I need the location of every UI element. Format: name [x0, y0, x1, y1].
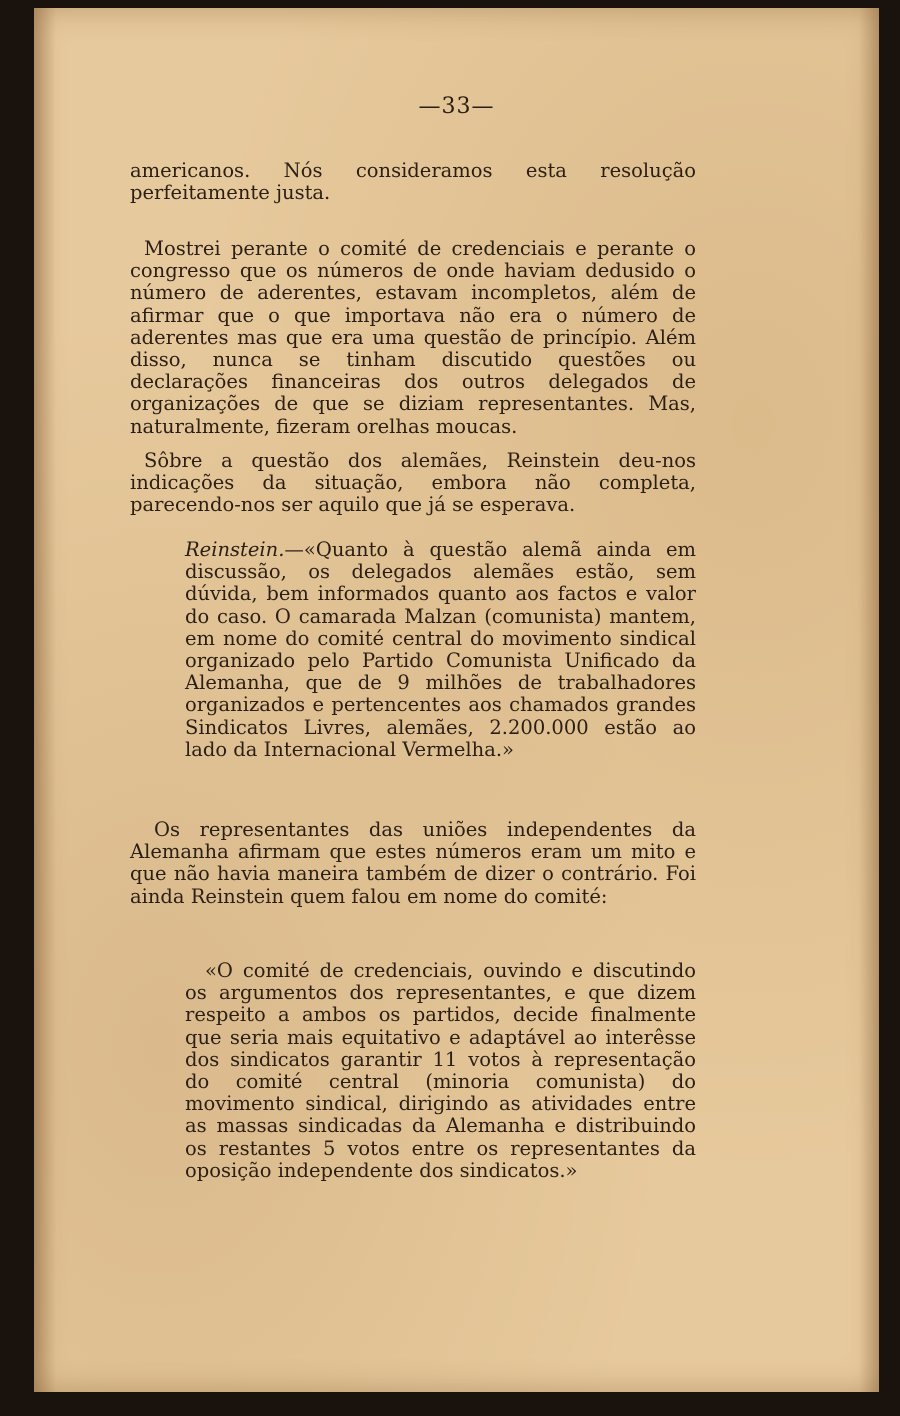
paragraph-4: Os representantes das uniões independentes da Alemanha afirmam que estes números eram um mito e que não havia maneira também de dizer o contrário. Foi ainda Reinstein quem falou em nome do comité:	[130, 818, 696, 908]
book-page	[34, 8, 879, 1392]
reinstein-quote	[185, 539, 696, 761]
committee-quote: «O comité de credenciais, ouvindo e discutindo os argumentos dos representantes, e que dizem respeito a ambos os partidos, decide finalmente que seria mais equitativo e adaptável ao interêsse dos sindicatos garantir 11 votos à representação do comité central (minoria comunista) do movimento sindical, dirigindo as atividades entre as massas sindicadas da Alemanha e distribuindo os restantes 5 votos entre os representantes da oposição independente dos sindicatos.»	[185, 959, 696, 1182]
quote-text: —«Quanto à questão alemã ainda em discussão, os delegados alemães estão, sem dúvida, bem informados quanto aos factos e valor do caso. O camarada Malzan (comunista) mantem, em nome do comité central do movimento sindical organizado pelo Partido Comunista Unificado da Alemanha, que de 9 milhões de trabalhadores organizados e pertencentes aos chamados grandes Sindicatos Livres, alemães, 2.200.000 estão ao lado da Internacional Vermelha.»	[185, 538, 696, 761]
quote-speaker: Reinstein.	[185, 538, 285, 561]
paragraph-1: americanos. Nós consideramos esta resolução perfeitamente justa.	[130, 159, 696, 205]
page-number: —33—	[418, 94, 495, 119]
paragraph-2: Mostrei perante o comité de credenciais e perante o congresso que os números de onde haviam dedusido o número de aderentes, estavam incompletos, além de afirmar que o que importava não era o número de aderentes mas que era uma questão de princípio. Além disso, nunca se tinham discutido questões ou declarações financeiras dos outros delegados de organizações de que se diziam representantes. Mas, naturalmente, fizeram orelhas moucas.	[130, 237, 696, 438]
paragraph-3: Sôbre a questão dos alemães, Reinstein deu-nos indicações da situação, embora não completa, parecendo-nos ser aquilo que já se esperava.	[130, 449, 696, 517]
